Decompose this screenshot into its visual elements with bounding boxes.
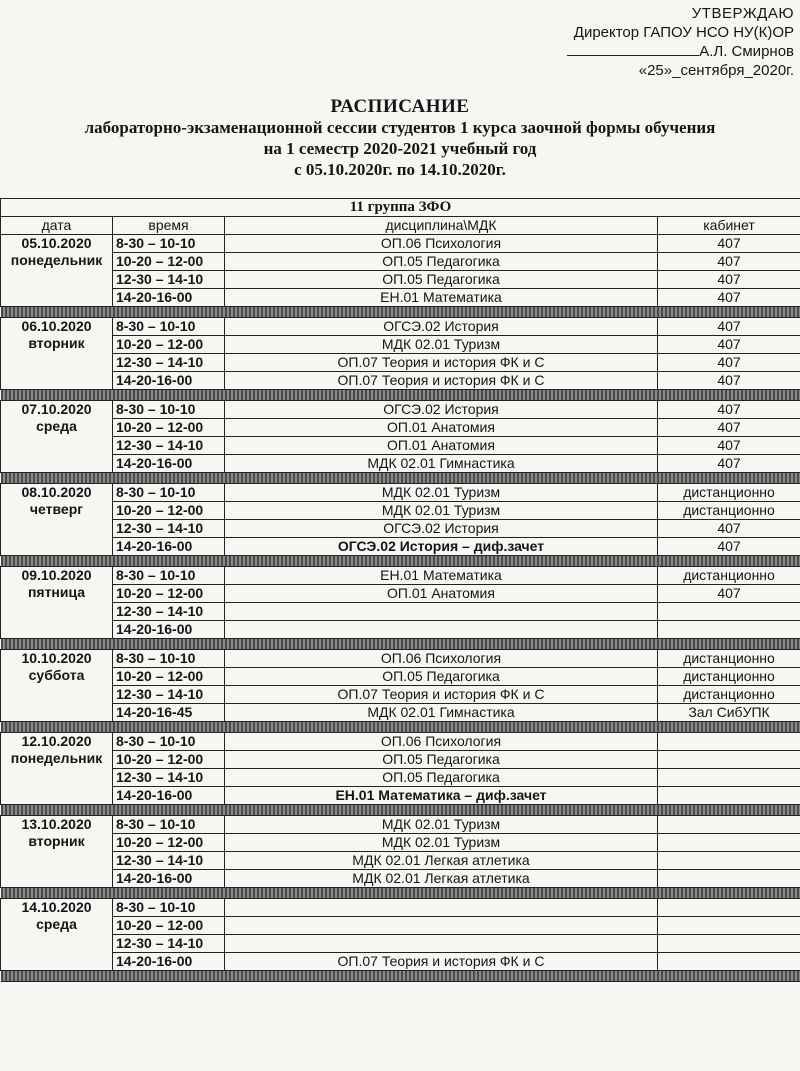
group-row [1,199,800,217]
subject-cell [225,917,658,935]
document-title: РАСПИСАНИЕ [330,96,470,117]
subject-cell: ОП.01 Анатомия [225,585,658,603]
header-row [1,217,800,235]
room-cell [658,899,800,917]
room-cell [658,816,800,834]
separator-bar [1,307,800,318]
day-weekday: вторник [28,833,85,849]
day-separator [1,722,800,733]
heading-line-2: на 1 семестр 2020-2021 учебный год [263,139,537,158]
subject-cell [225,621,658,639]
table-row [1,235,800,253]
table-row [1,650,800,668]
separator-bar [1,390,800,401]
room-cell: 407 [658,336,800,354]
approval-block [567,4,794,80]
room-cell: 407 [658,289,800,307]
room-cell: 407 [658,372,800,390]
room-cell [658,603,800,621]
table-row [1,899,800,917]
day-weekday: вторник [28,335,85,351]
subject-cell: ОГСЭ.02 История [225,401,658,419]
room-cell: Зал СибУПК [658,704,800,722]
separator-bar [1,888,800,899]
room-cell [658,751,800,769]
heading-line-1: лабораторно-экзаменационной сессии студентов 1 курса заочной формы обучения [84,118,716,137]
separator-bar [1,639,800,650]
time-cell: 10-20 – 12-00 [113,834,225,852]
room-cell: дистанционно [658,668,800,686]
subject-cell: ОП.05 Педагогика [225,751,658,769]
day-date: 12.10.2020 [21,733,92,749]
room-cell: 407 [658,419,800,437]
day-weekday: понедельник [10,750,103,766]
day-cell [1,567,113,639]
header-time: время [113,217,225,235]
subject-cell: ОП.07 Теория и история ФК и С [225,686,658,704]
approval-signer: А.Л. Смирнов [699,43,794,60]
table-row [1,437,800,455]
header-subject: дисциплина\МДК [225,217,658,235]
day-date: 09.10.2020 [21,567,92,583]
room-cell: дистанционно [658,650,800,668]
table-row [1,484,800,502]
time-cell: 8-30 – 10-10 [113,733,225,751]
table-row [1,455,800,473]
time-cell: 14-20-16-00 [113,372,225,390]
room-cell [658,935,800,953]
separator-bar [1,805,800,816]
table-row [1,870,800,888]
day-cell [1,650,113,722]
table-row [1,538,800,556]
table-row [1,733,800,751]
day-date: 10.10.2020 [21,650,92,666]
day-date: 14.10.2020 [21,899,92,915]
day-weekday: суббота [28,667,85,683]
subject-cell: ОП.05 Педагогика [225,668,658,686]
subject-cell: МДК 02.01 Гимнастика [225,455,658,473]
subject-cell: ОП.07 Теория и история ФК и С [225,354,658,372]
day-cell [1,899,113,971]
subject-cell: ОП.05 Педагогика [225,769,658,787]
day-cell [1,484,113,556]
room-cell [658,733,800,751]
room-cell: 407 [658,538,800,556]
time-cell: 14-20-16-00 [113,289,225,307]
table-row [1,621,800,639]
table-row [1,585,800,603]
table-row [1,769,800,787]
time-cell: 10-20 – 12-00 [113,336,225,354]
room-cell: дистанционно [658,567,800,585]
table-row [1,567,800,585]
subject-cell: ОП.07 Теория и история ФК и С [225,372,658,390]
time-cell: 12-30 – 14-10 [113,769,225,787]
day-date: 07.10.2020 [21,401,92,417]
room-cell [658,787,800,805]
subject-cell: ОГСЭ.02 История [225,520,658,538]
time-cell: 8-30 – 10-10 [113,650,225,668]
separator-bar [1,473,800,484]
day-date: 08.10.2020 [21,484,92,500]
time-cell: 10-20 – 12-00 [113,419,225,437]
table-row [1,271,800,289]
subject-cell [225,935,658,953]
room-cell: 407 [658,354,800,372]
table-row [1,289,800,307]
subject-cell: ОП.07 Теория и история ФК и С [225,953,658,971]
table-row [1,372,800,390]
day-separator [1,473,800,484]
subject-cell [225,603,658,621]
time-cell: 12-30 – 14-10 [113,603,225,621]
room-cell: 407 [658,455,800,473]
subject-cell: МДК 02.01 Туризм [225,502,658,520]
subject-cell: МДК 02.01 Туризм [225,834,658,852]
approval-signature-row [567,42,794,61]
time-cell: 14-20-16-00 [113,538,225,556]
separator-bar [1,722,800,733]
time-cell: 12-30 – 14-10 [113,437,225,455]
time-cell: 10-20 – 12-00 [113,502,225,520]
day-separator [1,556,800,567]
time-cell: 14-20-16-00 [113,953,225,971]
room-cell: 407 [658,235,800,253]
day-cell [1,733,113,805]
day-separator [1,390,800,401]
document-heading [0,96,800,180]
time-cell: 12-30 – 14-10 [113,354,225,372]
header-room: кабинет [658,217,800,235]
table-row [1,354,800,372]
table-row [1,419,800,437]
day-cell [1,235,113,307]
day-weekday: четверг [29,501,84,517]
group-title: 11 группа ЗФО [1,199,800,217]
time-cell: 14-20-16-00 [113,787,225,805]
subject-cell: ОГСЭ.02 История – диф.зачет [225,538,658,556]
day-separator [1,639,800,650]
day-cell [1,401,113,473]
subject-cell: МДК 02.01 Легкая атлетика [225,870,658,888]
table-row [1,834,800,852]
time-cell: 12-30 – 14-10 [113,935,225,953]
subject-cell: ОП.05 Педагогика [225,253,658,271]
room-cell: 407 [658,253,800,271]
room-cell: 407 [658,520,800,538]
subject-cell: МДК 02.01 Туризм [225,816,658,834]
time-cell: 8-30 – 10-10 [113,318,225,336]
day-weekday: среда [36,418,77,434]
separator-bar [1,971,800,982]
time-cell: 12-30 – 14-10 [113,852,225,870]
time-cell: 8-30 – 10-10 [113,899,225,917]
heading-line-3: с 05.10.2020г. по 14.10.2020г. [294,160,506,179]
time-cell: 10-20 – 12-00 [113,585,225,603]
day-date: 05.10.2020 [21,235,92,251]
day-separator [1,971,800,982]
table-row [1,816,800,834]
room-cell [658,953,800,971]
time-cell: 10-20 – 12-00 [113,253,225,271]
subject-cell: ЕН.01 Математика [225,289,658,307]
table-row [1,520,800,538]
subject-cell: ОП.01 Анатомия [225,419,658,437]
approval-position: Директор ГАПОУ НСО НУ(К)ОР [573,24,794,41]
subject-cell: ЕН.01 Математика – диф.зачет [225,787,658,805]
time-cell: 14-20-16-00 [113,870,225,888]
day-separator [1,307,800,318]
table-row [1,502,800,520]
day-date: 13.10.2020 [21,816,92,832]
table-row [1,318,800,336]
table-row [1,704,800,722]
signature-line [567,42,699,56]
subject-cell: ЕН.01 Математика [225,567,658,585]
table-row [1,852,800,870]
table-row [1,953,800,971]
time-cell: 12-30 – 14-10 [113,271,225,289]
time-cell: 14-20-16-00 [113,621,225,639]
room-cell: дистанционно [658,686,800,704]
day-weekday: понедельник [10,252,103,268]
table-row [1,253,800,271]
room-cell: дистанционно [658,502,800,520]
day-date: 06.10.2020 [21,318,92,334]
room-cell: 407 [658,401,800,419]
subject-cell: МДК 02.01 Туризм [225,484,658,502]
room-cell [658,852,800,870]
room-cell [658,870,800,888]
subject-cell: ОП.05 Педагогика [225,271,658,289]
room-cell: 407 [658,318,800,336]
room-cell: 407 [658,437,800,455]
schedule-table [0,198,800,982]
subject-cell: МДК 02.01 Гимнастика [225,704,658,722]
day-separator [1,888,800,899]
approval-date: «25»_сентября_2020г. [638,62,794,79]
table-row [1,751,800,769]
room-cell [658,834,800,852]
room-cell [658,917,800,935]
subject-cell: ОП.01 Анатомия [225,437,658,455]
time-cell: 14-20-16-45 [113,704,225,722]
room-cell [658,769,800,787]
subject-cell [225,899,658,917]
time-cell: 10-20 – 12-00 [113,668,225,686]
time-cell: 8-30 – 10-10 [113,401,225,419]
time-cell: 10-20 – 12-00 [113,917,225,935]
day-weekday: пятница [27,584,86,600]
room-cell [658,621,800,639]
day-cell [1,816,113,888]
subject-cell: ОП.06 Психология [225,650,658,668]
header-date: дата [1,217,113,235]
time-cell: 12-30 – 14-10 [113,520,225,538]
table-row [1,401,800,419]
table-row [1,668,800,686]
day-separator [1,805,800,816]
time-cell: 12-30 – 14-10 [113,686,225,704]
time-cell: 14-20-16-00 [113,455,225,473]
subject-cell: МДК 02.01 Легкая атлетика [225,852,658,870]
approval-title: УТВЕРЖДАЮ [691,5,794,22]
time-cell: 8-30 – 10-10 [113,484,225,502]
time-cell: 8-30 – 10-10 [113,235,225,253]
table-row [1,917,800,935]
day-cell [1,318,113,390]
table-row [1,787,800,805]
room-cell: дистанционно [658,484,800,502]
subject-cell: ОГСЭ.02 История [225,318,658,336]
table-row [1,603,800,621]
day-weekday: среда [36,916,77,932]
table-row [1,935,800,953]
subject-cell: ОП.06 Психология [225,235,658,253]
table-row [1,336,800,354]
time-cell: 8-30 – 10-10 [113,567,225,585]
room-cell: 407 [658,585,800,603]
room-cell: 407 [658,271,800,289]
time-cell: 8-30 – 10-10 [113,816,225,834]
subject-cell: МДК 02.01 Туризм [225,336,658,354]
time-cell: 10-20 – 12-00 [113,751,225,769]
table-row [1,686,800,704]
subject-cell: ОП.06 Психология [225,733,658,751]
separator-bar [1,556,800,567]
